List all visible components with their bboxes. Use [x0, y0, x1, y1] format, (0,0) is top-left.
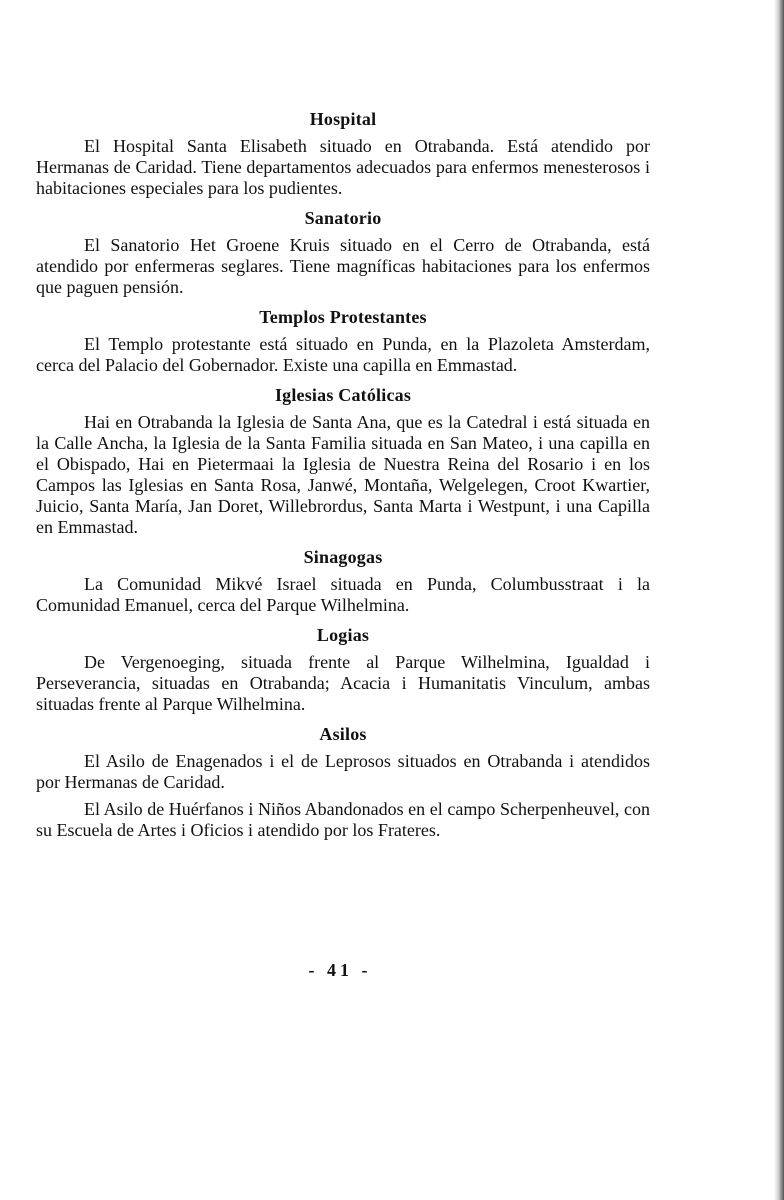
section-templos-protestantes	[36, 306, 650, 376]
paragraph: Hai en Otrabanda la Iglesia de Santa Ana, que es la Catedral i está situada en la Calle Ancha, la Iglesia de la Santa Familia situada en San Mateo, i una capilla en el Obispado, Hai en Pietermaai la Iglesia de Nuestra Reina del Rosario i en los Campos las Iglesias en Santa Rosa, Janwé, Montaña, Welgelegen, Croot Kwartier, Juicio, Santa María, Jan Doret, Willebrordus, Santa Marta i Westpunt, i una Capilla en Emmastad.	[36, 412, 650, 537]
paragraph: El Asilo de Enagenados i el de Leprosos situados en Otrabanda i atendidos por Hermanas de Caridad.	[36, 751, 650, 792]
section-asilos	[36, 723, 650, 841]
section-title: Logias	[316, 625, 370, 645]
paragraph: El Asilo de Huérfanos i Niños Abandonados en el campo Scherpenheuvel, con su Escuela de Artes i Oficios i atendido por los Frateres.	[36, 799, 650, 840]
section-title: Iglesias Católicas	[274, 385, 412, 405]
paragraph: El Templo protestante está situado en Punda, en la Plazoleta Amsterdam, cerca del Palacio del Gobernador. Existe una capilla en Emmastad.	[36, 334, 650, 375]
section-title: Templos Protestantes	[259, 307, 427, 327]
paragraph: El Hospital Santa Elisabeth situado en Otrabanda. Está atendido por Hermanas de Caridad. Tiene departamentos adecuados para enfermos menesterosos i habitaciones especiales para los pudientes.	[36, 136, 650, 198]
section-title: Asilos	[319, 724, 367, 744]
section-hospital	[36, 108, 650, 199]
section-sanatorio	[36, 207, 650, 298]
section-title: Hospital	[309, 109, 377, 129]
section-title: Sanatorio	[304, 208, 382, 228]
section-sinagogas	[36, 546, 650, 616]
page-number: - 41 -	[308, 960, 372, 980]
section-title: Sinagogas	[303, 547, 383, 567]
page-edge-shadow	[774, 0, 784, 1200]
paragraph: La Comunidad Mikvé Israel situada en Punda, Columbusstraat i la Comunidad Emanuel, cerca del Parque Wilhelmina.	[36, 574, 650, 615]
page-content	[36, 108, 650, 849]
paragraph: De Vergenoeging, situada frente al Parque Wilhelmina, Igualdad i Perseverancia, situadas en Otrabanda; Acacia i Humanitatis Vinculum, ambas situadas frente al Parque Wilhelmina.	[36, 652, 650, 714]
section-logias	[36, 624, 650, 715]
section-iglesias-catolicas	[36, 384, 650, 538]
paragraph: El Sanatorio Het Groene Kruis situado en el Cerro de Otrabanda, está atendido por enfermeras seglares. Tiene magníficas habitaciones para los enfermos que paguen pensión.	[36, 235, 650, 297]
